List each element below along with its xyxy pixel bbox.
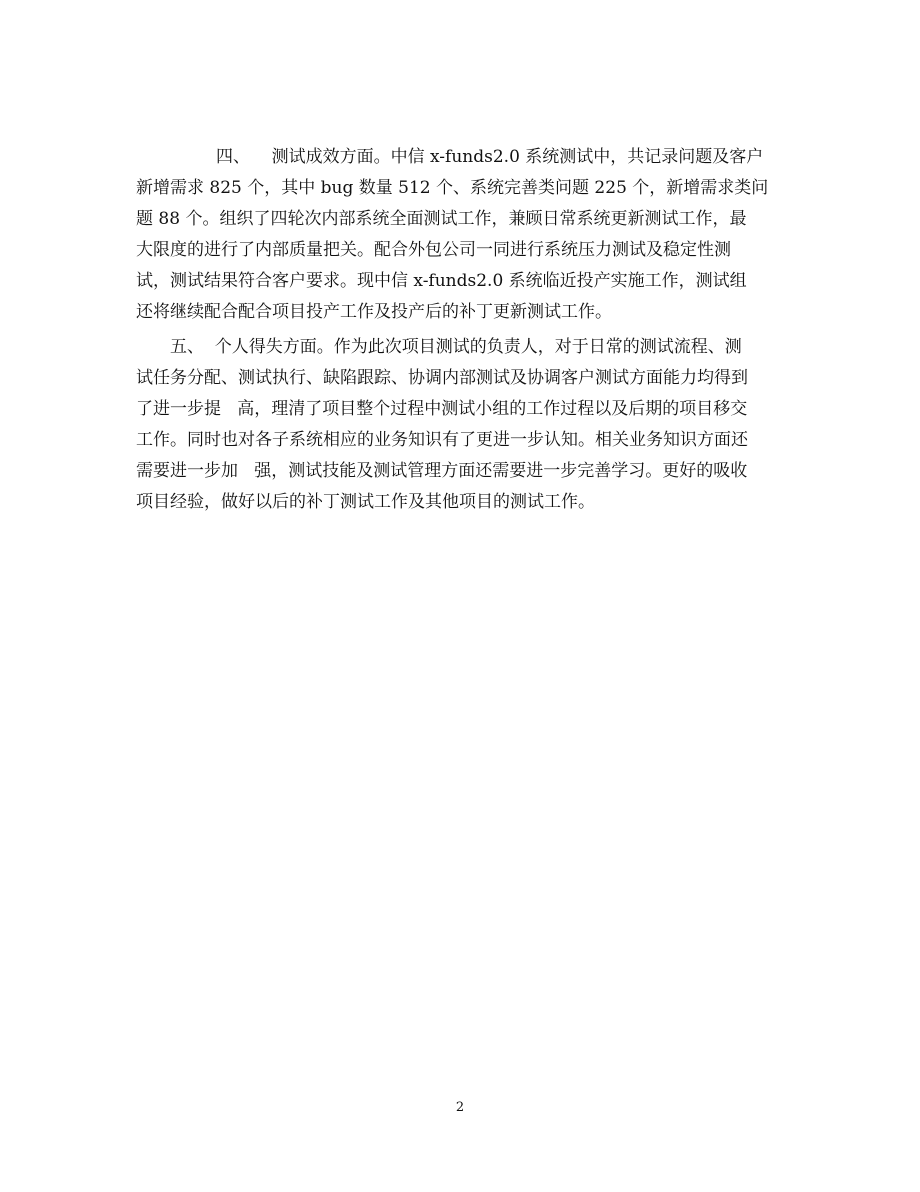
paragraph-line: 需要进一步加 强，测试技能及测试管理方面还需要进一步完善学习。更好的吸收 (136, 461, 748, 481)
paragraph-line: 四、 测试成效方面。中信 x-funds2.0 系统测试中，共记录问题及客户 (216, 147, 764, 167)
paragraph-line: 新增需求 825 个，其中 bug 数量 512 个、系统完善类问题 225 个，新增需求类问 (136, 178, 769, 198)
paragraph-line: 五、 个人得失方面。作为此次项目测试的负责人，对于日常的测试流程、测 (170, 337, 742, 357)
document-body (136, 142, 786, 518)
paragraph-line: 项目经验，做好以后的补丁测试工作及其他项目的测试工作。 (136, 492, 595, 512)
paragraph-line: 大限度的进行了内部质量把关。配合外包公司一同进行系统压力测试及稳定性测 (136, 240, 731, 260)
paragraph-personal-review (136, 332, 786, 518)
paragraph-line: 题 88 个。组织了四轮次内部系统全面测试工作，兼顾日常系统更新测试工作，最 (136, 209, 747, 229)
paragraph-line: 试，测试结果符合客户要求。现中信 x-funds2.0 系统临近投产实施工作，测试组 (136, 271, 747, 291)
paragraph-line: 了进一步提 高，理清了项目整个过程中测试小组的工作过程以及后期的项目移交 (136, 399, 748, 419)
paragraph-line: 试任务分配、测试执行、缺陷跟踪、协调内部测试及协调客户测试方面能力均得到 (136, 368, 748, 388)
paragraph-testing-results (136, 142, 786, 328)
paragraph-line: 还将继续配合配合项目投产工作及投产后的补丁更新测试工作。 (136, 302, 612, 322)
page-number: 2 (455, 1100, 465, 1115)
paragraph-line: 工作。同时也对各子系统相应的业务知识有了更进一步认知。相关业务知识方面还 (136, 430, 748, 450)
